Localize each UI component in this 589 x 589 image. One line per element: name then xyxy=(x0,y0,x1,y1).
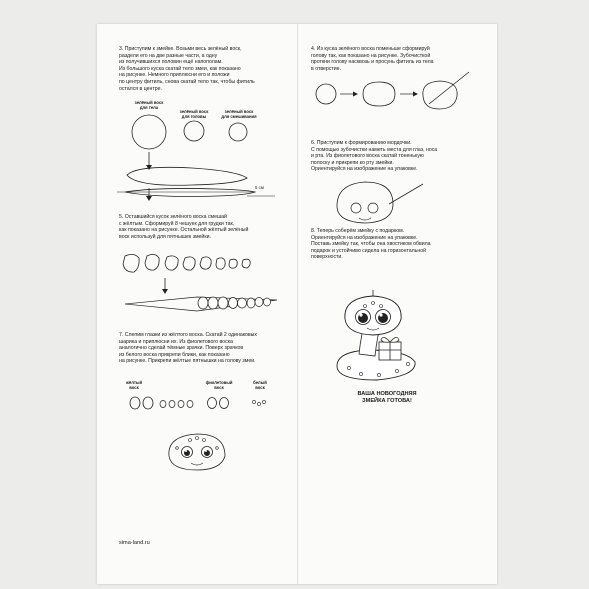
footer-site: sima-land.ru xyxy=(119,540,150,546)
instruction-sheet xyxy=(97,24,497,584)
step-8-text: 8. Теперь соберём змейку с подарком. Ориентируйся на изображение на упаковке. Поставь змейку так, чтобы она хвостиком обвила подарок и устойчиво сидела на горизонтальной поверхности. xyxy=(311,228,431,261)
gift-bow-icon xyxy=(381,337,399,342)
measure-label: 5 см xyxy=(255,185,264,190)
label-head-wax: зелёный воск для головы xyxy=(179,109,209,119)
step-6-text: 6. Приступим к формированию мордочки. С помощью зубочистки наметь места для глаз, носа и рта. Из фиолетового воска скатай тоненькую полоску и прикрепи ко рту змейки. Ориентируйся на изображение на упаковке. xyxy=(311,140,438,173)
snake-coil xyxy=(337,350,415,380)
step-5-text: 5. Оставшийся кусок зелёного воска смешай с жёлтым. Сформируй 8 чешуек для грудки так, как показано на рисунке. Остальной жёлтый зелёный воск используй для пятнышек змейки. xyxy=(119,214,249,240)
label-purple-wax: фиолетовый воск xyxy=(205,380,233,390)
step-3-text: 3. Приступим к змейке. Возьми весь зелёный воск, раздели его на две разные части, а одну из получившихся половин ещё напополам. Из большого куска скатай тело змеи, как показано на рисунке. Немного приплюсни его и положи по центру фитиль, снова скатай тело так, чтобы фитиль остался в центре. xyxy=(119,46,255,92)
label-mix-wax: зелёный воск для смешивания xyxy=(221,109,257,119)
step-7-text: 7. Слепим глазки из жёлтого воска. Скатай 2 одинаковых шарика и приплюсни их. Из фиолетового воска аналогично сделай тёмные зрачки. Поверх зрачков из белого воска прикрепи блики, как показано на рисунке. Прикрепи жёлтые пятнышки на голову змеи. xyxy=(119,332,257,365)
label-yellow-wax: жёлтый воск xyxy=(125,380,143,390)
step-4-text: 4. Из куска зелёного воска поменьше сформируй голову так, как показано на рисунке. Зубочисткой проткни голову насквозь и просунь фитиль из тела в отверстие. xyxy=(311,46,434,72)
snake-head xyxy=(345,296,401,335)
step-7-illustration xyxy=(97,24,297,494)
step-8-illustration xyxy=(297,24,497,424)
final-caption: ВАША НОВОГОДНЯЯ ЗМЕЙКА ГОТОВА! xyxy=(357,391,417,404)
label-white-wax: белый воск xyxy=(253,380,267,390)
label-body-wax: зелёный воск для тела xyxy=(134,100,164,110)
